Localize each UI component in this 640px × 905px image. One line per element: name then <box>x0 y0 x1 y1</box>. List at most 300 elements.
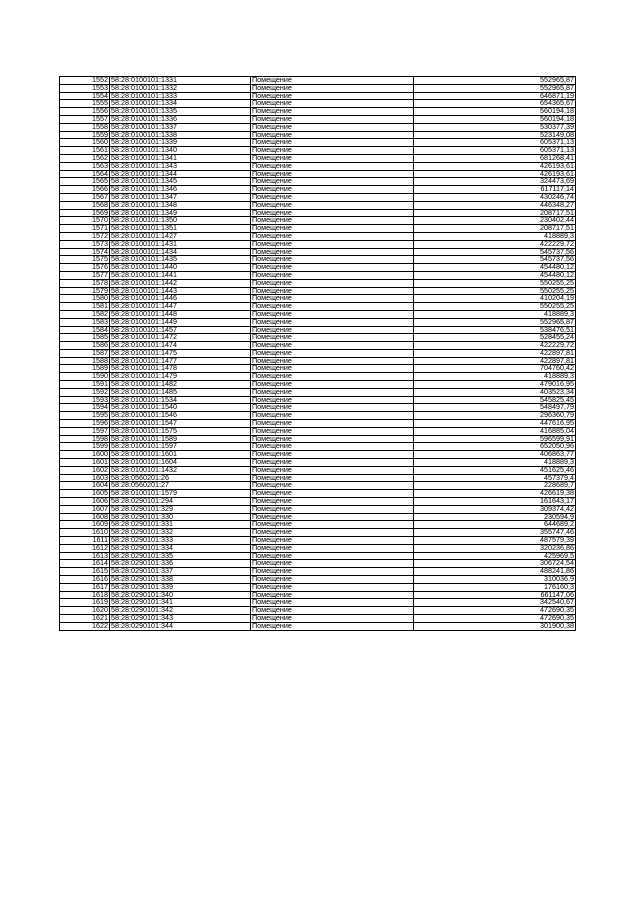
cadastral-number-cell: 58:28:0560201:27 <box>110 482 251 490</box>
row-number-cell: 1565 <box>60 178 110 186</box>
object-type-cell: Помещение <box>251 459 414 467</box>
row-number-cell: 1575 <box>60 256 110 264</box>
table-row <box>60 147 576 155</box>
cadastral-number-cell: 58:28:0100101:1333 <box>110 92 251 100</box>
cadastral-value-cell: 530377,39 <box>414 123 576 131</box>
cadastral-number-cell: 58:28:0290101:341 <box>110 599 251 607</box>
table-row <box>60 201 576 209</box>
table-row <box>60 162 576 170</box>
table-row <box>60 490 576 498</box>
object-type-cell: Помещение <box>251 482 414 490</box>
cadastral-number-cell: 58:28:0100101:1447 <box>110 303 251 311</box>
object-type-cell: Помещение <box>251 201 414 209</box>
cadastral-value-cell: 454480,12 <box>414 271 576 279</box>
cadastral-value-cell: 355747,46 <box>414 529 576 537</box>
table-row <box>60 357 576 365</box>
cadastral-value-cell: 418889,3 <box>414 310 576 318</box>
table-row <box>60 232 576 240</box>
object-type-cell: Помещение <box>251 326 414 334</box>
row-number-cell: 1614 <box>60 560 110 568</box>
cadastral-number-cell: 58:28:0290101:333 <box>110 537 251 545</box>
object-type-cell: Помещение <box>251 614 414 622</box>
row-number-cell: 1588 <box>60 357 110 365</box>
object-type-cell: Помещение <box>251 591 414 599</box>
cadastral-number-cell: 58:28:0100101:1575 <box>110 427 251 435</box>
cadastral-value-cell: 426193,61 <box>414 170 576 178</box>
cadastral-number-cell: 58:28:0290101:342 <box>110 607 251 615</box>
row-number-cell: 1573 <box>60 240 110 248</box>
cadastral-number-cell: 58:28:0100101:1349 <box>110 209 251 217</box>
cadastral-number-cell: 58:28:0100101:1477 <box>110 357 251 365</box>
row-number-cell: 1552 <box>60 77 110 85</box>
row-number-cell: 1617 <box>60 583 110 591</box>
cadastral-number-cell: 58:28:0100101:1332 <box>110 84 251 92</box>
row-number-cell: 1584 <box>60 326 110 334</box>
cadastral-number-cell: 58:28:0100101:1443 <box>110 287 251 295</box>
cadastral-value-cell: 605371,13 <box>414 139 576 147</box>
row-number-cell: 1561 <box>60 147 110 155</box>
cadastral-value-cell: 176160,3 <box>414 583 576 591</box>
row-number-cell: 1592 <box>60 388 110 396</box>
table-row <box>60 100 576 108</box>
object-type-cell: Помещение <box>251 599 414 607</box>
cadastral-number-cell: 58:28:0290101:331 <box>110 521 251 529</box>
table-row <box>60 248 576 256</box>
cadastral-value-cell: 320236,86 <box>414 544 576 552</box>
cadastral-value-cell: 545737,56 <box>414 248 576 256</box>
cadastral-number-cell: 58:28:0100101:1351 <box>110 225 251 233</box>
row-number-cell: 1595 <box>60 412 110 420</box>
object-type-cell: Помещение <box>251 349 414 357</box>
row-number-cell: 1585 <box>60 334 110 342</box>
table-row <box>60 77 576 85</box>
table-row <box>60 521 576 529</box>
cadastral-value-cell: 418889,3 <box>414 232 576 240</box>
table-row <box>60 482 576 490</box>
table-row <box>60 614 576 622</box>
object-type-cell: Помещение <box>251 513 414 521</box>
cadastral-value-cell: 301900,38 <box>414 622 576 630</box>
cadastral-value-cell: 457379,4 <box>414 474 576 482</box>
table-row <box>60 326 576 334</box>
table-row <box>60 256 576 264</box>
cadastral-value-cell: 523149,08 <box>414 131 576 139</box>
row-number-cell: 1600 <box>60 451 110 459</box>
cadastral-number-cell: 58:28:0100101:1334 <box>110 100 251 108</box>
table-row <box>60 607 576 615</box>
object-type-cell: Помещение <box>251 607 414 615</box>
cadastral-number-cell: 58:28:0100101:1350 <box>110 217 251 225</box>
object-type-cell: Помещение <box>251 334 414 342</box>
row-number-cell: 1572 <box>60 232 110 240</box>
row-number-cell: 1579 <box>60 287 110 295</box>
object-type-cell: Помещение <box>251 396 414 404</box>
row-number-cell: 1569 <box>60 209 110 217</box>
cadastral-value-cell: 472690,35 <box>414 607 576 615</box>
row-number-cell: 1602 <box>60 466 110 474</box>
row-number-cell: 1564 <box>60 170 110 178</box>
row-number-cell: 1598 <box>60 435 110 443</box>
row-number-cell: 1591 <box>60 381 110 389</box>
cadastral-number-cell: 58:28:0100101:1540 <box>110 404 251 412</box>
cadastral-value-cell: 560194,18 <box>414 108 576 116</box>
row-number-cell: 1593 <box>60 396 110 404</box>
table-row <box>60 435 576 443</box>
row-number-cell: 1554 <box>60 92 110 100</box>
table-row <box>60 466 576 474</box>
object-type-cell: Помещение <box>251 427 414 435</box>
table-row <box>60 443 576 451</box>
cadastral-value-cell: 652050,96 <box>414 443 576 451</box>
object-type-cell: Помещение <box>251 451 414 459</box>
cadastral-number-cell: 58:28:0100101:1547 <box>110 420 251 428</box>
cadastral-number-cell: 58:28:0100101:1337 <box>110 123 251 131</box>
table-row <box>60 498 576 506</box>
object-type-cell: Помещение <box>251 108 414 116</box>
object-type-cell: Помещение <box>251 490 414 498</box>
row-number-cell: 1556 <box>60 108 110 116</box>
object-type-cell: Помещение <box>251 568 414 576</box>
cadastral-number-cell: 58:28:0100101:1346 <box>110 186 251 194</box>
table-row <box>60 217 576 225</box>
cadastral-value-cell: 422229,72 <box>414 240 576 248</box>
object-type-cell: Помещение <box>251 498 414 506</box>
table-row <box>60 131 576 139</box>
row-number-cell: 1558 <box>60 123 110 131</box>
table-row <box>60 318 576 326</box>
row-number-cell: 1619 <box>60 599 110 607</box>
cadastral-number-cell: 58:28:0290101:337 <box>110 568 251 576</box>
cadastral-value-cell: 208717,51 <box>414 209 576 217</box>
row-number-cell: 1580 <box>60 295 110 303</box>
row-number-cell: 1563 <box>60 162 110 170</box>
cadastral-number-cell: 58:28:0100101:1341 <box>110 154 251 162</box>
cadastral-number-cell: 58:28:0100101:1331 <box>110 77 251 85</box>
cadastral-number-cell: 58:28:0100101:1348 <box>110 201 251 209</box>
row-number-cell: 1581 <box>60 303 110 311</box>
table-row <box>60 115 576 123</box>
cadastral-value-cell: 410204,19 <box>414 295 576 303</box>
table-row <box>60 279 576 287</box>
cadastral-value-cell: 654365,67 <box>414 100 576 108</box>
cadastral-number-cell: 58:28:0100101:1475 <box>110 349 251 357</box>
cadastral-value-cell: 528455,24 <box>414 334 576 342</box>
cadastral-number-cell: 58:28:0100101:1446 <box>110 295 251 303</box>
object-type-cell: Помещение <box>251 115 414 123</box>
cadastral-number-cell: 58:28:0100101:1482 <box>110 381 251 389</box>
cadastral-number-cell: 58:28:0100101:1431 <box>110 240 251 248</box>
cadastral-number-cell: 58:28:0100101:1441 <box>110 271 251 279</box>
table-row <box>60 560 576 568</box>
cadastral-value-cell: 403523,34 <box>414 388 576 396</box>
cadastral-number-cell: 58:28:0290101:294 <box>110 498 251 506</box>
table-row <box>60 193 576 201</box>
cadastral-number-cell: 58:28:0100101:1343 <box>110 162 251 170</box>
object-type-cell: Помещение <box>251 100 414 108</box>
property-table <box>59 76 576 631</box>
cadastral-number-cell: 58:28:0100101:1449 <box>110 318 251 326</box>
row-number-cell: 1620 <box>60 607 110 615</box>
cadastral-value-cell: 309374,42 <box>414 505 576 513</box>
property-table-body <box>60 77 576 631</box>
object-type-cell: Помещение <box>251 373 414 381</box>
table-row <box>60 178 576 186</box>
cadastral-value-cell: 426619,38 <box>414 490 576 498</box>
cadastral-number-cell: 58:28:0290101:332 <box>110 529 251 537</box>
table-row <box>60 474 576 482</box>
cadastral-number-cell: 58:28:0290101:330 <box>110 513 251 521</box>
row-number-cell: 1589 <box>60 365 110 373</box>
cadastral-value-cell: 306724,54 <box>414 560 576 568</box>
cadastral-number-cell: 58:28:0290101:329 <box>110 505 251 513</box>
object-type-cell: Помещение <box>251 232 414 240</box>
row-number-cell: 1578 <box>60 279 110 287</box>
cadastral-number-cell: 58:28:0100101:1435 <box>110 256 251 264</box>
cadastral-number-cell: 58:28:0290101:338 <box>110 576 251 584</box>
table-row <box>60 529 576 537</box>
cadastral-number-cell: 58:28:0100101:1345 <box>110 178 251 186</box>
cadastral-number-cell: 58:28:0100101:1479 <box>110 373 251 381</box>
row-number-cell: 1582 <box>60 310 110 318</box>
object-type-cell: Помещение <box>251 466 414 474</box>
table-row <box>60 123 576 131</box>
cadastral-value-cell: 472690,35 <box>414 614 576 622</box>
table-row <box>60 139 576 147</box>
object-type-cell: Помещение <box>251 576 414 584</box>
row-number-cell: 1604 <box>60 482 110 490</box>
cadastral-number-cell: 58:28:0100101:1338 <box>110 131 251 139</box>
cadastral-value-cell: 646871,19 <box>414 92 576 100</box>
cadastral-value-cell: 406863,77 <box>414 451 576 459</box>
row-number-cell: 1601 <box>60 459 110 467</box>
row-number-cell: 1560 <box>60 139 110 147</box>
row-number-cell: 1616 <box>60 576 110 584</box>
table-row <box>60 225 576 233</box>
row-number-cell: 1571 <box>60 225 110 233</box>
object-type-cell: Помещение <box>251 388 414 396</box>
row-number-cell: 1611 <box>60 537 110 545</box>
cadastral-number-cell: 58:28:0100101:1427 <box>110 232 251 240</box>
object-type-cell: Помещение <box>251 544 414 552</box>
cadastral-number-cell: 58:28:0100101:1601 <box>110 451 251 459</box>
cadastral-number-cell: 58:28:0100101:1457 <box>110 326 251 334</box>
table-row <box>60 186 576 194</box>
row-number-cell: 1612 <box>60 544 110 552</box>
cadastral-number-cell: 58:28:0100101:1344 <box>110 170 251 178</box>
table-row <box>60 591 576 599</box>
row-number-cell: 1590 <box>60 373 110 381</box>
cadastral-number-cell: 58:28:0290101:344 <box>110 622 251 630</box>
table-row <box>60 544 576 552</box>
cadastral-number-cell: 58:28:0100101:1546 <box>110 412 251 420</box>
object-type-cell: Помещение <box>251 560 414 568</box>
table-row <box>60 310 576 318</box>
object-type-cell: Помещение <box>251 217 414 225</box>
cadastral-value-cell: 548497,79 <box>414 404 576 412</box>
cadastral-number-cell: 58:28:0560201:26 <box>110 474 251 482</box>
row-number-cell: 1576 <box>60 264 110 272</box>
cadastral-number-cell: 58:28:0100101:1448 <box>110 310 251 318</box>
row-number-cell: 1566 <box>60 186 110 194</box>
cadastral-number-cell: 58:28:0100101:1340 <box>110 147 251 155</box>
object-type-cell: Помещение <box>251 248 414 256</box>
cadastral-number-cell: 58:28:0100101:1440 <box>110 264 251 272</box>
table-row <box>60 381 576 389</box>
cadastral-value-cell: 422897,81 <box>414 349 576 357</box>
cadastral-value-cell: 617117,14 <box>414 186 576 194</box>
object-type-cell: Помещение <box>251 435 414 443</box>
row-number-cell: 1607 <box>60 505 110 513</box>
cadastral-number-cell: 58:28:0290101:335 <box>110 552 251 560</box>
row-number-cell: 1599 <box>60 443 110 451</box>
table-row <box>60 568 576 576</box>
cadastral-value-cell: 422229,72 <box>414 342 576 350</box>
object-type-cell: Помещение <box>251 381 414 389</box>
table-row <box>60 373 576 381</box>
row-number-cell: 1555 <box>60 100 110 108</box>
cadastral-value-cell: 418889,3 <box>414 459 576 467</box>
table-row <box>60 92 576 100</box>
row-number-cell: 1568 <box>60 201 110 209</box>
cadastral-number-cell: 58:28:0100101:1335 <box>110 108 251 116</box>
table-row <box>60 396 576 404</box>
object-type-cell: Помещение <box>251 318 414 326</box>
object-type-cell: Помещение <box>251 271 414 279</box>
table-row <box>60 412 576 420</box>
cadastral-value-cell: 550255,25 <box>414 287 576 295</box>
cadastral-number-cell: 58:28:0100101:1434 <box>110 248 251 256</box>
table-row <box>60 459 576 467</box>
cadastral-value-cell: 426193,61 <box>414 162 576 170</box>
row-number-cell: 1577 <box>60 271 110 279</box>
row-number-cell: 1553 <box>60 84 110 92</box>
cadastral-value-cell: 208717,51 <box>414 225 576 233</box>
object-type-cell: Помещение <box>251 193 414 201</box>
cadastral-value-cell: 560194,18 <box>414 115 576 123</box>
object-type-cell: Помещение <box>251 622 414 630</box>
cadastral-value-cell: 552965,87 <box>414 84 576 92</box>
cadastral-number-cell: 58:28:0100101:1474 <box>110 342 251 350</box>
table-row <box>60 388 576 396</box>
table-row <box>60 576 576 584</box>
object-type-cell: Помещение <box>251 170 414 178</box>
cadastral-value-cell: 487579,39 <box>414 537 576 545</box>
object-type-cell: Помещение <box>251 521 414 529</box>
row-number-cell: 1557 <box>60 115 110 123</box>
object-type-cell: Помещение <box>251 474 414 482</box>
object-type-cell: Помещение <box>251 84 414 92</box>
cadastral-value-cell: 230594,9 <box>414 513 576 521</box>
cadastral-number-cell: 58:28:0100101:1339 <box>110 139 251 147</box>
table-row <box>60 552 576 560</box>
table-row <box>60 427 576 435</box>
cadastral-value-cell: 644689,2 <box>414 521 576 529</box>
row-number-cell: 1562 <box>60 154 110 162</box>
cadastral-number-cell: 58:28:0100101:1347 <box>110 193 251 201</box>
cadastral-value-cell: 488241,86 <box>414 568 576 576</box>
row-number-cell: 1587 <box>60 349 110 357</box>
object-type-cell: Помещение <box>251 225 414 233</box>
table-row <box>60 365 576 373</box>
object-type-cell: Помещение <box>251 256 414 264</box>
table-row <box>60 622 576 630</box>
cadastral-value-cell: 661147,06 <box>414 591 576 599</box>
row-number-cell: 1613 <box>60 552 110 560</box>
cadastral-value-cell: 418889,3 <box>414 373 576 381</box>
cadastral-value-cell: 230402,44 <box>414 217 576 225</box>
row-number-cell: 1574 <box>60 248 110 256</box>
object-type-cell: Помещение <box>251 365 414 373</box>
object-type-cell: Помещение <box>251 420 414 428</box>
cadastral-value-cell: 446348,27 <box>414 201 576 209</box>
object-type-cell: Помещение <box>251 178 414 186</box>
cadastral-number-cell: 58:28:0100101:1597 <box>110 443 251 451</box>
object-type-cell: Помещение <box>251 443 414 451</box>
cadastral-value-cell: 545825,45 <box>414 396 576 404</box>
object-type-cell: Помещение <box>251 537 414 545</box>
table-row <box>60 451 576 459</box>
table-row <box>60 154 576 162</box>
cadastral-value-cell: 342540,67 <box>414 599 576 607</box>
object-type-cell: Помещение <box>251 287 414 295</box>
object-type-cell: Помещение <box>251 186 414 194</box>
table-row <box>60 271 576 279</box>
object-type-cell: Помещение <box>251 77 414 85</box>
object-type-cell: Помещение <box>251 209 414 217</box>
cadastral-value-cell: 430246,74 <box>414 193 576 201</box>
cadastral-value-cell: 545737,56 <box>414 256 576 264</box>
table-row <box>60 513 576 521</box>
table-row <box>60 334 576 342</box>
row-number-cell: 1570 <box>60 217 110 225</box>
cadastral-value-cell: 310036,9 <box>414 576 576 584</box>
row-number-cell: 1596 <box>60 420 110 428</box>
object-type-cell: Помещение <box>251 303 414 311</box>
table-row <box>60 108 576 116</box>
cadastral-value-cell: 550255,25 <box>414 303 576 311</box>
table-row <box>60 342 576 350</box>
row-number-cell: 1622 <box>60 622 110 630</box>
table-row <box>60 420 576 428</box>
object-type-cell: Помещение <box>251 123 414 131</box>
cadastral-value-cell: 479016,95 <box>414 381 576 389</box>
row-number-cell: 1606 <box>60 498 110 506</box>
cadastral-number-cell: 58:28:0290101:343 <box>110 614 251 622</box>
object-type-cell: Помещение <box>251 404 414 412</box>
cadastral-number-cell: 58:28:0290101:340 <box>110 591 251 599</box>
cadastral-value-cell: 605371,13 <box>414 147 576 155</box>
cadastral-value-cell: 550255,25 <box>414 279 576 287</box>
cadastral-number-cell: 58:28:0290101:339 <box>110 583 251 591</box>
object-type-cell: Помещение <box>251 92 414 100</box>
table-row <box>60 209 576 217</box>
row-number-cell: 1567 <box>60 193 110 201</box>
row-number-cell: 1586 <box>60 342 110 350</box>
cadastral-value-cell: 704760,42 <box>414 365 576 373</box>
cadastral-value-cell: 552965,87 <box>414 77 576 85</box>
table-row <box>60 295 576 303</box>
object-type-cell: Помещение <box>251 240 414 248</box>
cadastral-value-cell: 425969,5 <box>414 552 576 560</box>
table-row <box>60 599 576 607</box>
object-type-cell: Помещение <box>251 162 414 170</box>
object-type-cell: Помещение <box>251 505 414 513</box>
cadastral-value-cell: 538476,51 <box>414 326 576 334</box>
object-type-cell: Помещение <box>251 264 414 272</box>
table-row <box>60 287 576 295</box>
cadastral-number-cell: 58:28:0100101:1336 <box>110 115 251 123</box>
table-row <box>60 537 576 545</box>
